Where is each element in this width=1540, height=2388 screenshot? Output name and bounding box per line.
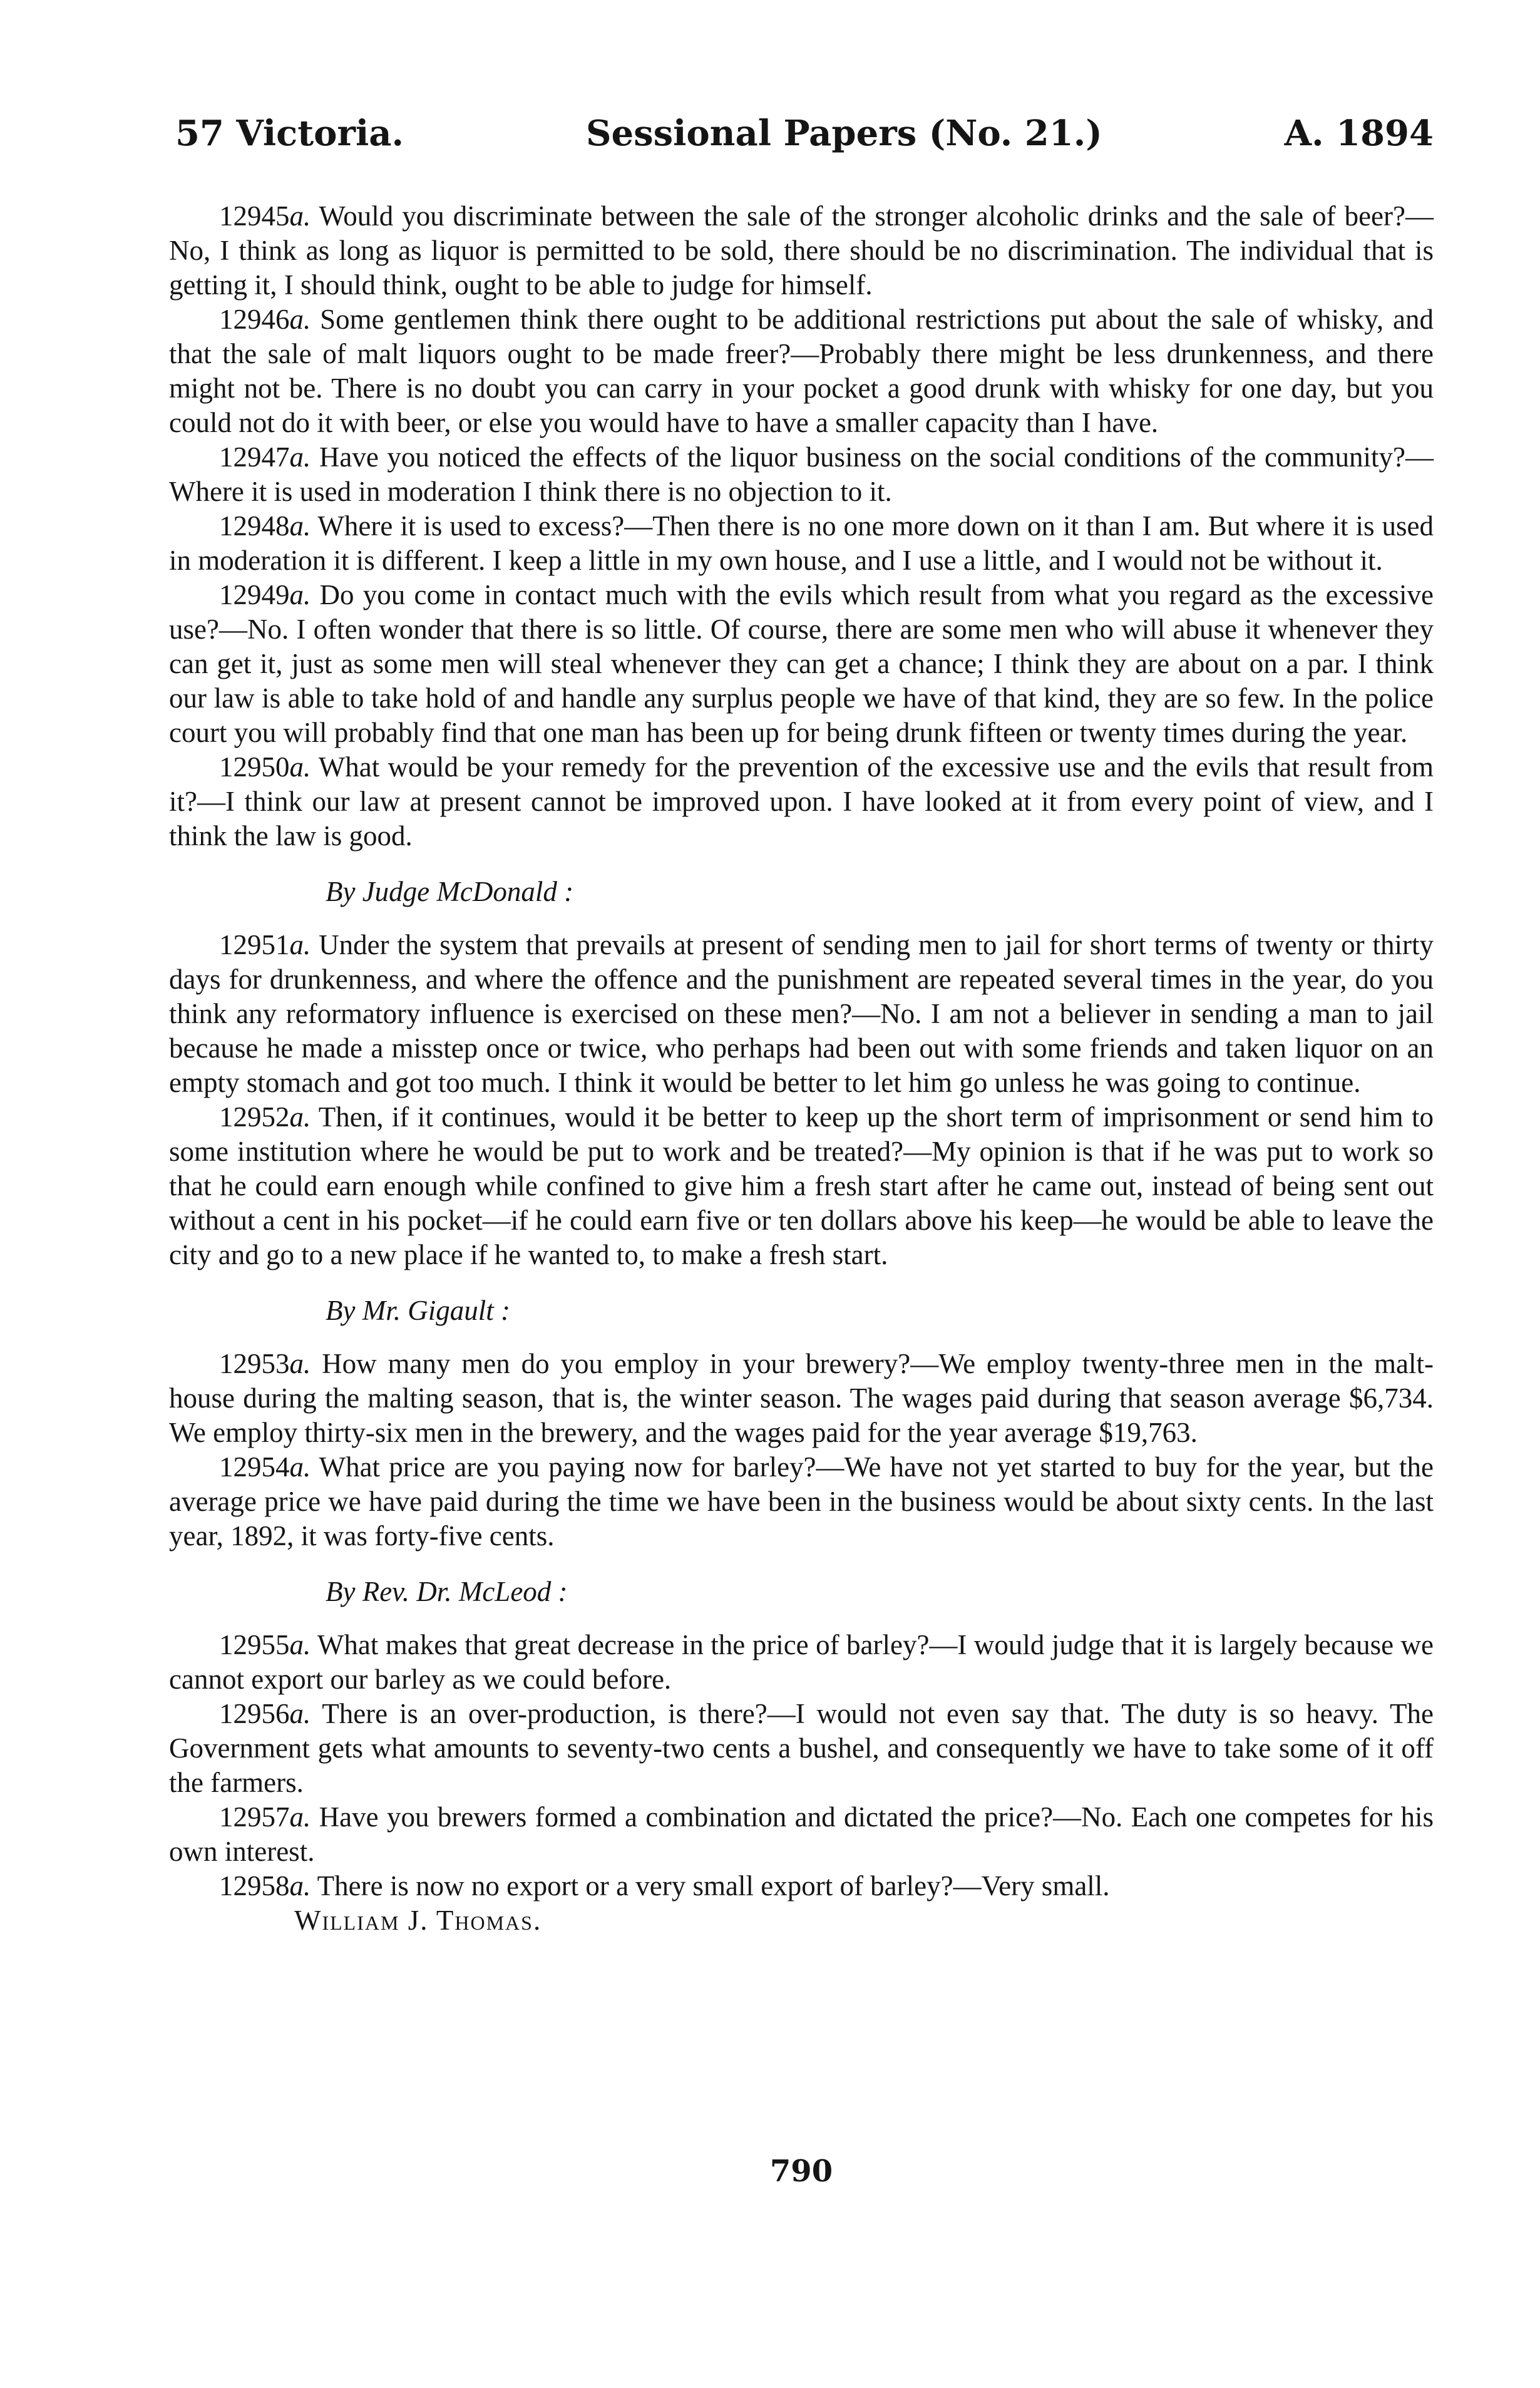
question-suffix: a. <box>289 441 311 473</box>
question-paragraph <box>169 1347 1434 1450</box>
examiner-heading-mcleod: By Rev. Dr. McLeod : <box>326 1576 568 1607</box>
question-text: What makes that great decrease in the price of barley?—I would judge that it is largely because we cannot export our barley as we could before. <box>169 1629 1434 1695</box>
question-paragraph <box>169 509 1434 578</box>
question-paragraph <box>169 578 1434 750</box>
witness-name: William J. Thomas. <box>294 1905 542 1936</box>
question-suffix: a. <box>289 1348 311 1379</box>
question-paragraph <box>169 1450 1434 1553</box>
question-paragraph <box>169 1697 1434 1800</box>
question-number: 12951 <box>219 929 290 960</box>
question-text: What would be your remedy for the prevention of the excessive use and the evils that result from it?—I think our law at present cannot be improved upon. I have looked at it from every point of view, and I think the law is good. <box>169 751 1434 852</box>
question-number: 12953 <box>219 1348 290 1379</box>
question-number: 12952 <box>219 1101 290 1133</box>
question-text: Have you brewers formed a combination and dictated the price?—No. Each one competes for his own interest. <box>169 1801 1434 1867</box>
question-text: What price are you paying now for barley?—We have not yet started to buy for the year, but the average price we have paid during the time we have been in the business would be about sixty cents. In the last year, 1892, it was forty-five cents. <box>169 1451 1434 1552</box>
question-suffix: a. <box>289 304 311 335</box>
running-header <box>169 113 1434 163</box>
question-paragraph <box>169 928 1434 1100</box>
question-paragraph <box>169 1628 1434 1697</box>
header-session: 57 Victoria. <box>175 113 404 154</box>
question-number: 12945 <box>219 200 290 232</box>
question-number: 12950 <box>219 751 290 783</box>
question-text: Do you come in contact much with the evils which result from what you regard as the excessive use?—No. I often wonder that there is so little. Of course, there are some men who will abuse it whenever they can get it, just as some men will steal whenever they can get a chance; I think they are about on a par. I think our law is able to take hold of and handle any surplus people we have of that kind, they are so few. In the police court you will probably find that one man has been up for being drunk fifteen or twenty times during the year. <box>169 579 1434 748</box>
question-number: 12946 <box>219 304 290 335</box>
document-page <box>169 113 1434 2189</box>
question-number: 12949 <box>219 579 290 610</box>
question-suffix: a. <box>289 1451 311 1483</box>
question-suffix: a. <box>289 1870 311 1902</box>
question-text: Where it is used to excess?—Then there is no one more down on it than I am. But where it is used in moderation it is different. I keep a little in my own house, and I use a little, and I would not be without it. <box>169 510 1434 576</box>
question-suffix: a. <box>289 1629 311 1660</box>
header-year: A. 1894 <box>1284 113 1434 154</box>
question-text: How many men do you employ in your brewery?—We employ twenty-three men in the malt-house during the malting season, that is, the winter season. The wages paid during that season average $6,734. We employ thirty-six men in the brewery, and the wages paid for the year average $19,763. <box>169 1348 1434 1448</box>
question-suffix: a. <box>289 1101 311 1133</box>
question-suffix: a. <box>289 200 311 232</box>
question-paragraph <box>169 1100 1434 1272</box>
page-number: 790 <box>769 2154 833 2189</box>
question-number: 12956 <box>219 1698 290 1729</box>
question-text: Then, if it continues, would it be better to keep up the short term of imprisonment or send him to some institution where he would be put to work and be treated?—My opinion is that if he was put to work so that he could earn enough while confined to give him a fresh start after he came out, instead of being sent out without a cent in his pocket—if he could earn five or ten dollars above his keep—he would be able to leave the city and go to a new place if he wanted to, to make a fresh start. <box>169 1101 1434 1270</box>
question-paragraph <box>169 199 1434 302</box>
question-number: 12948 <box>219 510 290 542</box>
question-suffix: a. <box>289 1801 311 1833</box>
examiner-heading-gigault: By Mr. Gigault : <box>326 1295 510 1326</box>
question-text: Would you discriminate between the sale of the stronger alcoholic drinks and the sale of beer?—No, I think as long as liquor is permitted to be sold, there should be no discrimination. The individual that is getting it, I should think, ought to be able to judge for himself. <box>169 200 1434 301</box>
header-title: Sessional Papers (No. 21.) <box>586 113 1102 154</box>
question-suffix: a. <box>289 579 311 610</box>
question-text: Some gentlemen think there ought to be additional restrictions put about the sale of whisky, and that the sale of malt liquors ought to be made freer?—Probably there might be less drunkenness, and there might not be. There is no doubt you can carry in your pocket a good drunk with whisky for one day, but you could not do it with beer, or else you would have to have a smaller capacity than I have. <box>169 304 1434 438</box>
witness-signature <box>169 1903 1434 1938</box>
question-suffix: a. <box>289 510 311 542</box>
question-paragraph <box>169 440 1434 509</box>
question-number: 12947 <box>219 441 290 473</box>
question-text: There is an over-production, is there?—I would not even say that. The duty is so heavy. The Government gets what amounts to seventy-two cents a bushel, and consequently we have to take some of it off the farmers. <box>169 1698 1434 1798</box>
question-text: There is now no export or a very small export of barley?—Very small. <box>311 1870 1110 1902</box>
question-paragraph <box>169 750 1434 853</box>
question-suffix: a. <box>289 751 311 783</box>
examiner-heading-mcdonald: By Judge McDonald : <box>326 876 574 907</box>
question-text: Under the system that prevails at present of sending men to jail for short terms of twenty or thirty days for drunkenness, and where the offence and the punishment are repeated several times in the year, do you think any reformatory influence is exercised on these men?—No. I am not a believer in sending a man to jail because he made a misstep once or twice, who perhaps had been out with some friends and taken liquor on an empty stomach and got too much. I think it would be better to let him go unless he was going to continue. <box>169 929 1434 1098</box>
question-paragraph <box>169 1869 1434 1903</box>
question-text: Have you noticed the effects of the liquor business on the social conditions of the community?—Where it is used in moderation I think there is no objection to it. <box>169 441 1434 507</box>
question-number: 12957 <box>219 1801 290 1833</box>
question-paragraph <box>169 1800 1434 1869</box>
question-paragraph <box>169 302 1434 440</box>
body-text <box>169 199 1434 1938</box>
question-number: 12954 <box>219 1451 290 1483</box>
question-suffix: a. <box>289 1698 311 1729</box>
question-number: 12958 <box>219 1870 290 1902</box>
question-number: 12955 <box>219 1629 290 1660</box>
question-suffix: a. <box>289 929 311 960</box>
